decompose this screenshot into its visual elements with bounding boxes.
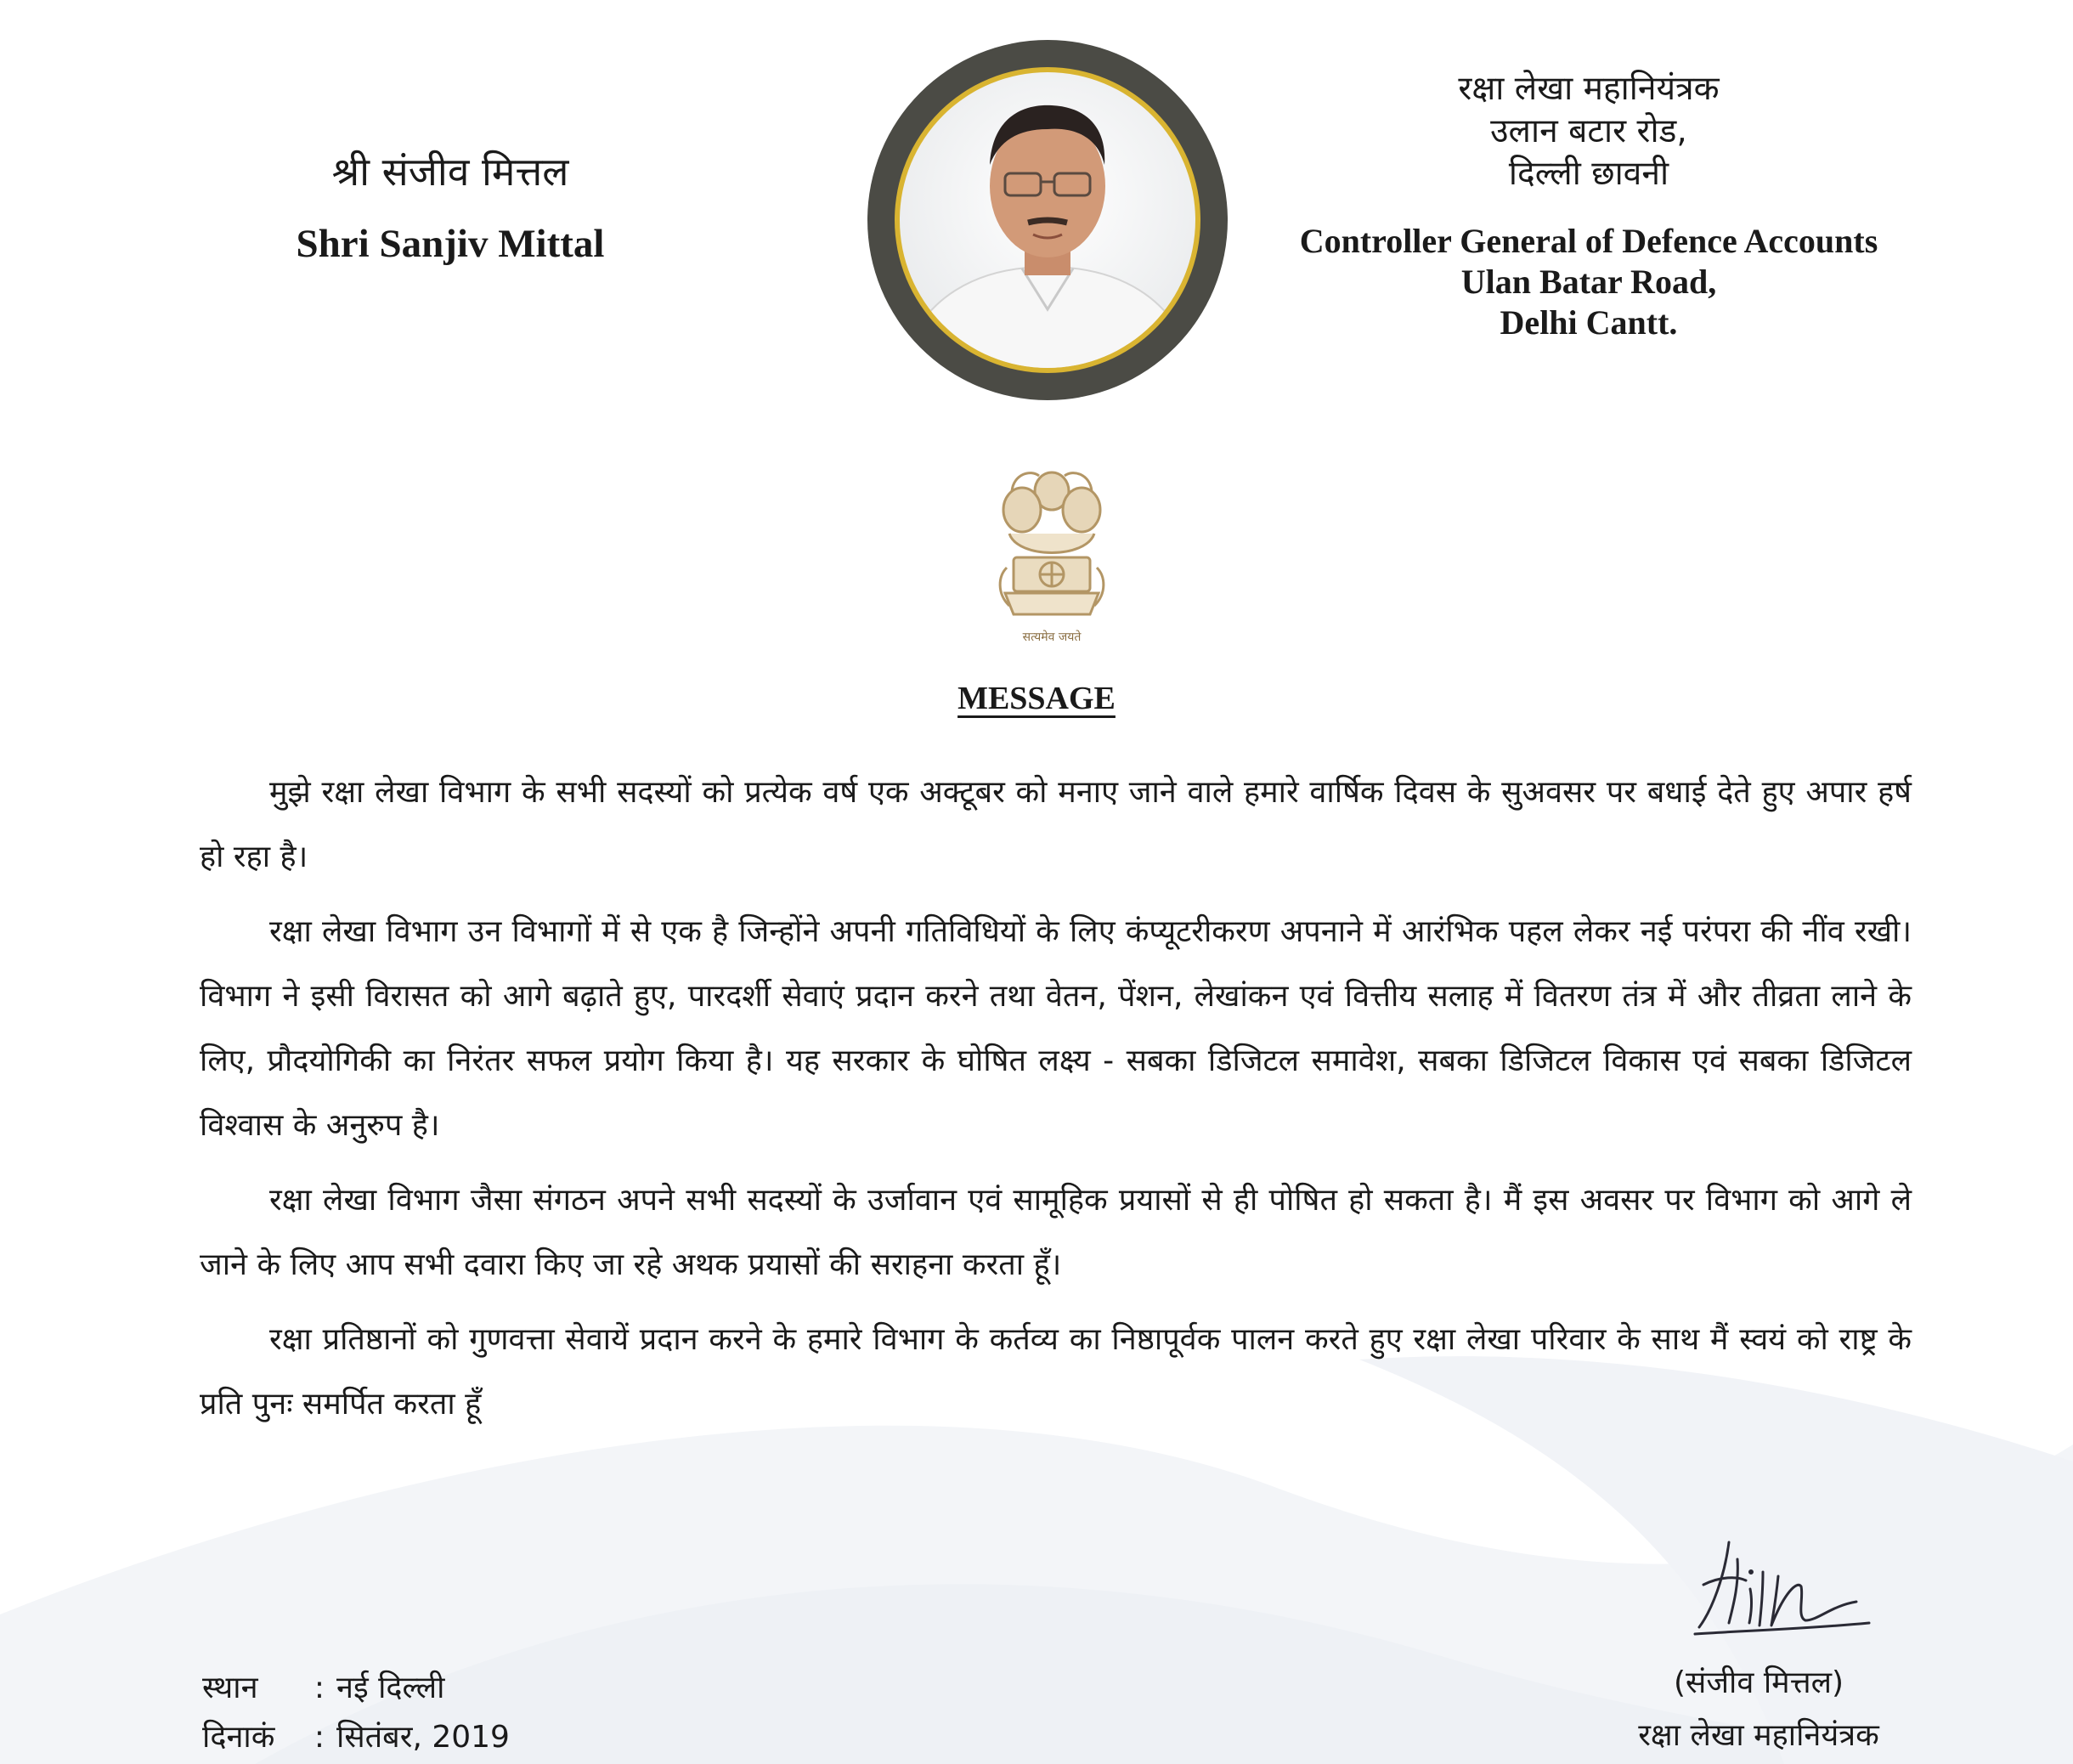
- left-header: [272, 144, 629, 267]
- message-heading: MESSAGE: [957, 681, 1116, 716]
- date-row: [202, 1713, 510, 1762]
- office-hindi-line-1: रक्षा लेखा महानियंत्रक: [1458, 70, 1720, 108]
- office-english-line-1: Controller General of Defence Accounts: [1299, 222, 1878, 260]
- message-paragraph: रक्षा लेखा विभाग उन विभागों में से एक है जिन्होंने अपनी गतिविधियों के लिए कंप्यूटरीकरण अपनाने में आरंभिक पहल लेकर नई परंपरा की नींव रखी। विभाग ने इसी विरासत को आगे बढ़ाते हुए, पारदर्शी सेवाएं प्रदान करने तथा वेतन, पेंशन, लेखांकन एवं वित्तीय सलाह में वितरण तंत्र में और तीव्रता लाने के लिए, प्रौदयोगिकी का निरंतर सफल प्रयोग किया है। यह सरकार के घोषित लक्ष्य - सबका डिजिटल समावेश, सबका डिजिटल विकास एवं सबका डिजिटल विश्वास के अनुरुप है।: [200, 914, 1912, 1143]
- office-hindi-line-3: दिल्ली छावनी: [1508, 155, 1669, 193]
- signatory-title: रक्षा लेखा महानियंत्रक: [1638, 1718, 1879, 1753]
- name-hindi: श्री संजीव मित्तल: [331, 149, 569, 195]
- office-english-line-2: Ulan Batar Road,: [1460, 263, 1717, 301]
- name-english: Shri Sanjiv Mittal: [296, 222, 605, 266]
- message-paragraph: रक्षा लेखा विभाग जैसा संगठन अपने सभी सदस्यों के उर्जावान एवं सामूहिक प्रयासों से ही पोषित हो सकता है। मैं इस अवसर पर विभाग को आगे ले जाने के लिए आप सभी दवारा किए जा रहे अथक प्रयासों की सराहना करता हूँ।: [200, 1183, 1912, 1282]
- signatory-name: (संजीव मित्तल): [1673, 1665, 1844, 1700]
- date-label: दिनाकं: [202, 1720, 275, 1755]
- message-paragraph: मुझे रक्षा लेखा विभाग के सभी सदस्यों को प्रत्येक वर्ष एक अक्टूबर को मनाए जाने वाले हमारे वार्षिक दिवस के सुअवसर पर बधाई देते हुए अपार हर्ष हो रहा है।: [200, 775, 1912, 874]
- date-colon: :: [313, 1720, 325, 1755]
- place-colon: :: [313, 1671, 325, 1705]
- place-label: स्थान: [202, 1671, 258, 1705]
- handwritten-signature: [1678, 1525, 1882, 1670]
- date-value: सितंबर, 2019: [336, 1720, 510, 1755]
- place-date-block: [202, 1664, 510, 1762]
- message-body: [200, 760, 1912, 1447]
- place-value: नई दिल्ली: [336, 1671, 445, 1705]
- message-paragraph: रक्षा प्रतिष्ठानों को गुणवत्ता सेवायें प्रदान करने के हमारे विभाग के कर्तव्य का निष्ठापूर्वक पालन करते हुए रक्षा लेखा परिवार के साथ मैं स्वयं को राष्ट्र के प्रति पुनः समर्पित करता हूँ: [200, 1322, 1912, 1422]
- place-row: [202, 1664, 510, 1713]
- signatory-block: [1589, 1657, 1929, 1762]
- right-header: [1257, 68, 1920, 343]
- emblem-motto: सत्यमेव जयते: [1022, 630, 1082, 644]
- office-english-line-3: Delhi Cantt.: [1500, 303, 1678, 342]
- portrait-photo: [848, 37, 1247, 403]
- office-hindi-line-2: उलान बटार रोड,: [1490, 112, 1687, 150]
- national-emblem-icon: [988, 457, 1116, 653]
